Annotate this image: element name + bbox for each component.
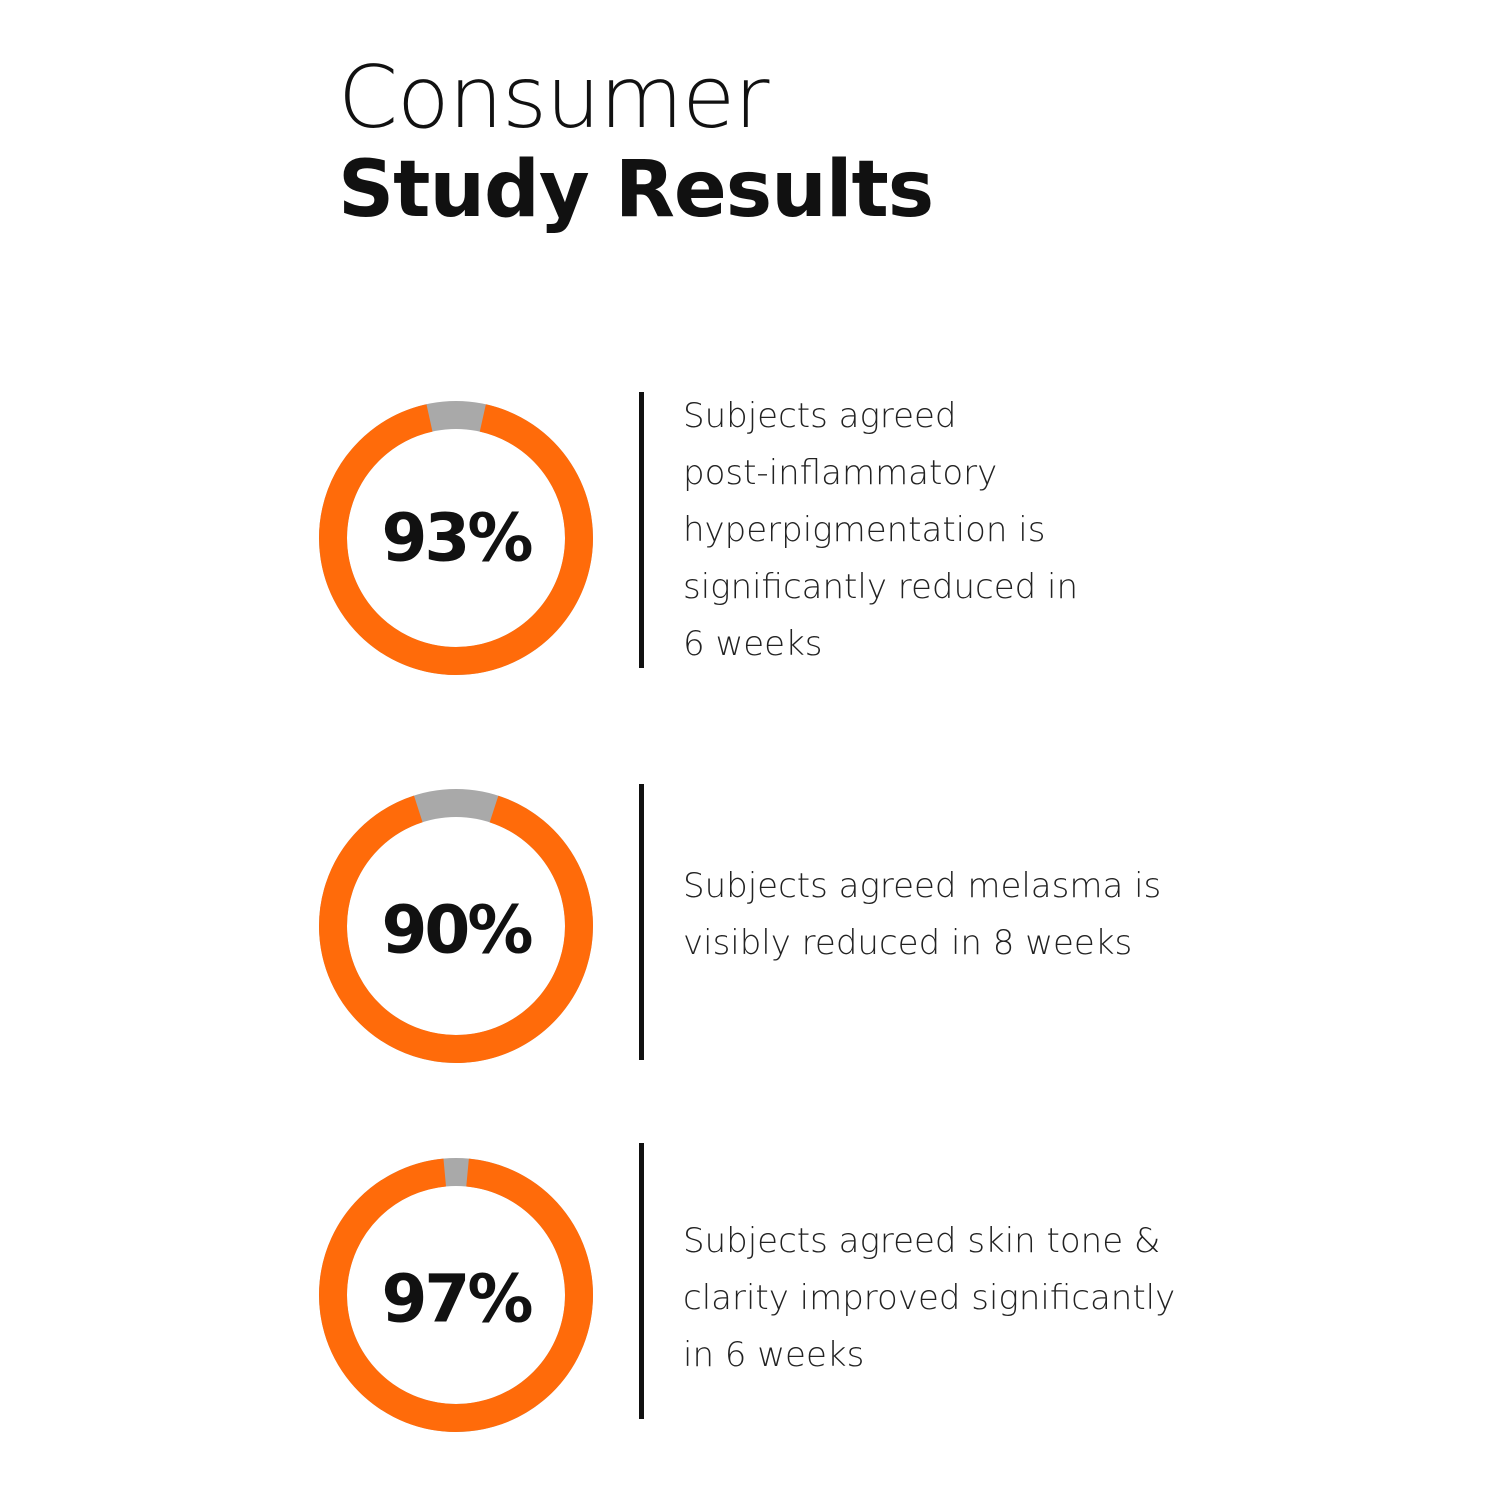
divider-1 [639, 392, 644, 668]
percent-label-3: 97% [381, 1260, 531, 1338]
donut-chart-1 [316, 398, 596, 678]
stat-description-3: Subjects agreed skin tone & clarity improved significantly in 6 weeks [683, 1221, 1176, 1375]
donut-chart-3 [316, 1155, 596, 1435]
donut-svg-2 [316, 786, 596, 1066]
stat-row-3 [0, 1143, 1500, 1423]
percent-label-2: 90% [381, 891, 531, 969]
page-title [338, 48, 934, 236]
percent-label-1: 93% [381, 499, 531, 577]
stat-description-2: Subjects agreed melasma is visibly reduced in 8 weeks [683, 866, 1162, 963]
donut-svg-1 [316, 398, 596, 678]
stat-row-1 [0, 392, 1500, 672]
stat-description-1: Subjects agreed post-inflammatory hyperpigmentation is significantly reduced in 6 weeks [683, 396, 1079, 664]
title-line-consumer: Consumer [338, 48, 769, 148]
donut-svg-3 [316, 1155, 596, 1435]
title-line-study-results: Study Results [338, 145, 934, 235]
divider-2 [639, 784, 644, 1060]
stat-row-2 [0, 784, 1500, 1064]
donut-chart-2 [316, 786, 596, 1066]
divider-3 [639, 1143, 644, 1419]
